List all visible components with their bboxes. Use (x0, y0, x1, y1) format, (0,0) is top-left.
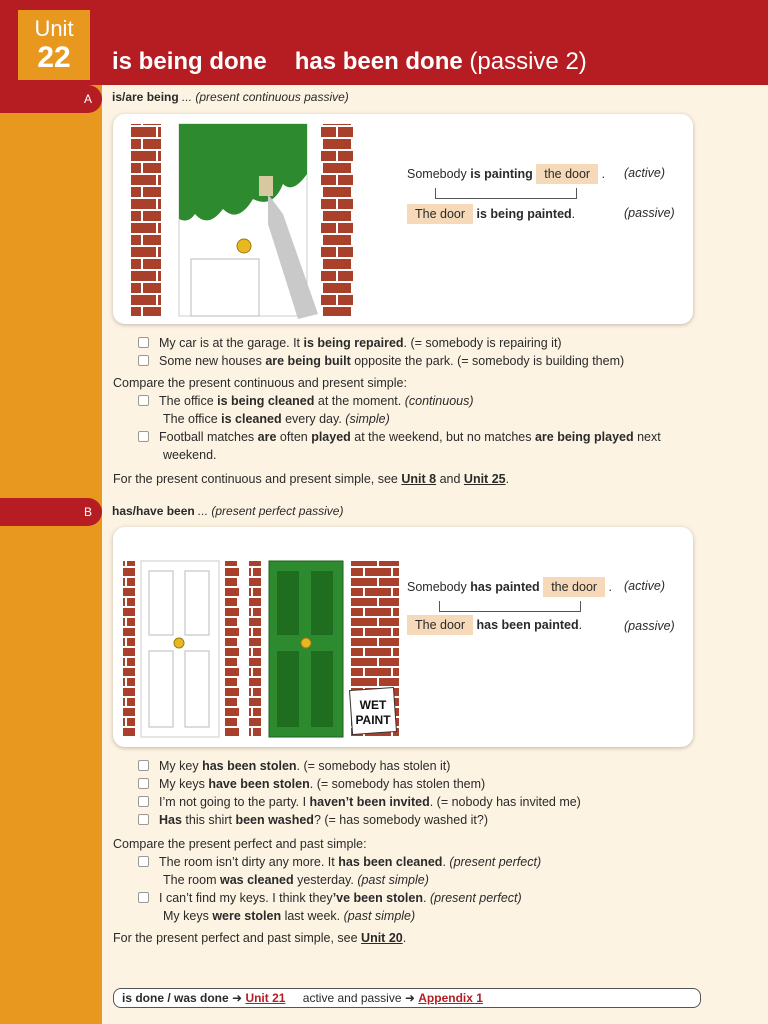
now-door-knob (301, 638, 311, 648)
b-passive-label: (passive) (624, 619, 675, 633)
section-a-heading-bold: is/are being (112, 90, 179, 104)
unit-25-link[interactable]: Unit 25 (463, 472, 506, 486)
before-brick-right (225, 561, 239, 737)
appendix-1-link[interactable]: Appendix 1 (418, 991, 483, 1005)
section-a-passive-sentence (407, 205, 575, 223)
bullet-icon (138, 395, 149, 406)
a-example-3: The office is being cleaned at the moment. (continuous) (138, 392, 474, 410)
b-passive-subject: The door (407, 615, 473, 635)
unit-20-link[interactable]: Unit 20 (361, 931, 403, 945)
bullet-icon (138, 856, 149, 867)
unit-word: Unit (34, 16, 74, 41)
sign-text-wet: WET (359, 698, 387, 712)
a-active-verb: is painting (470, 167, 533, 181)
a-passive-verb: is being painted (476, 207, 572, 221)
door-knob (237, 239, 251, 253)
a-example-2: Some new houses are being built opposite the park. (= somebody is building them) (138, 352, 624, 370)
b-example-2: My keys have been stolen. (= somebody has stolen them) (138, 775, 485, 793)
bullet-icon (138, 760, 149, 771)
section-a-letter: A (83, 92, 92, 106)
section-b-letter: B (83, 505, 92, 519)
brick-wall-left (131, 124, 161, 316)
section-b-tab (0, 498, 102, 526)
arrow-right-icon: ➜ (232, 991, 243, 1005)
b-see-also: For the present perfect and past simple, see Unit 20. (113, 931, 407, 945)
page-title (112, 48, 587, 76)
brick-wall-right (321, 124, 353, 316)
a-active-pre: Somebody (407, 167, 471, 181)
bullet-icon (138, 778, 149, 789)
a-see-also: For the present continuous and present simple, see Unit 8 and Unit 25. (113, 472, 510, 486)
section-b-heading-bold: has/have been (112, 504, 195, 518)
b-active-object: the door (543, 577, 605, 597)
a-active-object: the door (536, 164, 598, 184)
b-transform-bracket (439, 601, 581, 612)
before-door-knob (174, 638, 184, 648)
b-compare-line: Compare the present perfect and past simple: (113, 837, 367, 851)
b-example-1: My key has been stolen. (= somebody has stolen it) (138, 757, 450, 775)
b-active-pre: Somebody (407, 580, 471, 594)
unit-8-link[interactable]: Unit 8 (401, 472, 437, 486)
arrow-right-icon: ➜ (404, 991, 415, 1005)
bullet-icon (138, 814, 149, 825)
bullet-icon (138, 431, 149, 442)
title-part3: (passive 2) (469, 48, 587, 75)
paint-brush (253, 154, 283, 176)
a-transform-bracket (435, 188, 577, 199)
b-example-5: The room isn’t dirty any more. It has been cleaned. (present perfect) (138, 853, 541, 871)
section-b-heading-rest: ... (present perfect passive) (194, 504, 344, 518)
a-example-4: The office is cleaned every day. (simple) (163, 412, 390, 426)
footer-item-1: is done / was done (122, 991, 233, 1005)
b-active-end: . (608, 580, 613, 594)
section-b-heading (112, 504, 343, 518)
b-active-label: (active) (624, 579, 665, 593)
b-example-4: Has this shirt been washed? (= has somebody washed it?) (138, 811, 488, 829)
section-a-heading-rest: ... (present continuous passive) (178, 90, 349, 104)
bullet-icon (138, 892, 149, 903)
b-example-6: The room was cleaned yesterday. (past simple) (163, 873, 429, 887)
b-example-3: I’m not going to the party. I haven’t been invited. (= nobody has invited me) (138, 793, 581, 811)
title-part2: has been done (294, 48, 463, 75)
a-example-5: Football matches are often played at the weekend, but no matches are being played next (138, 428, 661, 446)
before-now-doors-illustration (113, 527, 408, 747)
b-example-8: My keys were stolen last week. (past simple) (163, 909, 416, 923)
painting-door-illustration (113, 114, 413, 324)
section-a-illustration-panel (113, 114, 693, 324)
cross-reference-box (113, 988, 701, 1008)
a-example-1: My car is at the garage. It is being repaired. (= somebody is repairing it) (138, 334, 562, 352)
bullet-icon (138, 337, 149, 348)
a-passive-end: . (571, 207, 576, 221)
bullet-icon (138, 796, 149, 807)
section-b-active-sentence (407, 578, 612, 596)
a-example-5-cont: weekend. (163, 448, 217, 462)
now-brick-left (249, 561, 261, 737)
section-a-heading (112, 90, 349, 104)
section-b-illustration-panel (113, 527, 693, 747)
before-brick-left (123, 561, 135, 737)
a-active-end: . (601, 167, 606, 181)
brush-handle (259, 176, 273, 196)
bullet-icon (138, 355, 149, 366)
sign-text-paint: PAINT (355, 713, 391, 727)
unit-21-link[interactable]: Unit 21 (245, 991, 286, 1005)
b-passive-verb: has been painted (476, 618, 579, 632)
section-a-active-sentence (407, 165, 605, 183)
b-active-verb: has painted (470, 580, 540, 594)
footer-item-2: active and passive (302, 991, 405, 1005)
a-active-label: (active) (624, 166, 665, 180)
b-example-7: I can’t find my keys. I think they’ve been stolen. (present perfect) (138, 889, 522, 907)
unit-badge (18, 10, 90, 80)
unit-number: 22 (37, 41, 71, 74)
section-b-passive-sentence (407, 616, 582, 634)
a-passive-subject: The door (407, 204, 473, 224)
before-white-door (141, 561, 219, 737)
a-compare-line: Compare the present continuous and present simple: (113, 376, 407, 390)
a-passive-label: (passive) (624, 206, 675, 220)
title-part1: is being done (112, 48, 267, 75)
b-passive-end: . (578, 618, 583, 632)
section-a-tab (0, 85, 102, 113)
